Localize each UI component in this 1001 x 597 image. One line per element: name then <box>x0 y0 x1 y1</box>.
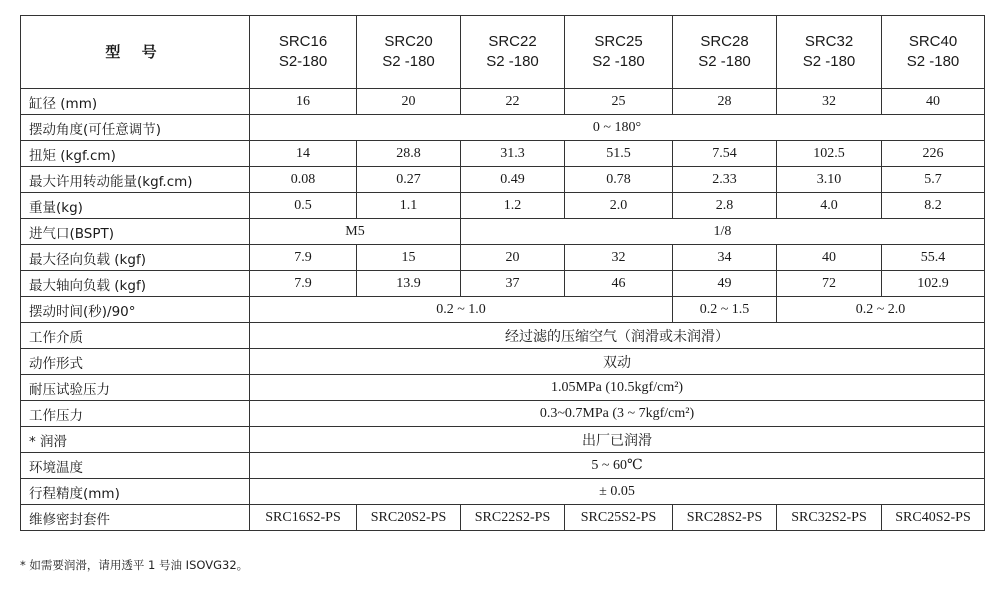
row-bore <box>21 89 985 115</box>
model-suffix: S2 -180 <box>486 53 539 70</box>
table-cell: 5.7 <box>882 167 985 193</box>
model-label: 型 号 <box>21 16 250 89</box>
row-swing-angle <box>21 115 985 141</box>
table-cell: 2.8 <box>673 193 777 219</box>
table-cell: 7.9 <box>250 271 357 297</box>
row-working-pressure <box>21 401 985 427</box>
table-cell: 28.8 <box>357 141 461 167</box>
table-cell: 双动 <box>250 349 985 375</box>
table-cell: 226 <box>882 141 985 167</box>
row-max-energy <box>21 167 985 193</box>
table-cell: 1/8 <box>461 219 985 245</box>
row-label: 动作形式 <box>21 349 250 375</box>
table-cell: 40 <box>882 89 985 115</box>
model-name: SRC32 <box>804 33 854 50</box>
model-name: SRC22 <box>488 33 537 50</box>
table-cell: 经过滤的压缩空气（润滑或未润滑） <box>250 323 985 349</box>
footnote: * 如需要润滑，请用透平 1 号油 ISOVG32。 <box>20 558 249 572</box>
table-cell: 51.5 <box>565 141 673 167</box>
table-cell: 0.78 <box>565 167 673 193</box>
table-cell: 7.54 <box>673 141 777 167</box>
model-header <box>250 16 357 89</box>
row-label: 环境温度 <box>21 453 250 479</box>
table-cell: SRC25S2-PS <box>565 505 673 531</box>
model-name: SRC25 <box>594 33 643 50</box>
table-cell: 4.0 <box>777 193 882 219</box>
table-cell: 37 <box>461 271 565 297</box>
table-cell: 出厂已润滑 <box>250 427 985 453</box>
model-suffix: S2 -180 <box>592 53 645 70</box>
table-cell: SRC16S2-PS <box>250 505 357 531</box>
table-cell: 0.08 <box>250 167 357 193</box>
table-cell: 46 <box>565 271 673 297</box>
row-ambient-temp <box>21 453 985 479</box>
row-stroke-accuracy <box>21 479 985 505</box>
model-name: SRC20 <box>384 33 433 50</box>
table-cell: 2.33 <box>673 167 777 193</box>
table-cell: 5 ~ 60℃ <box>250 453 985 479</box>
model-name: SRC16 <box>278 33 328 50</box>
row-label: 摆动角度(可任意调节) <box>21 115 250 141</box>
model-header <box>882 16 985 89</box>
row-seal-kit <box>21 505 985 531</box>
row-port <box>21 219 985 245</box>
row-lubrication <box>21 427 985 453</box>
table-cell: 72 <box>777 271 882 297</box>
table-cell: 1.1 <box>357 193 461 219</box>
table-cell: 13.9 <box>357 271 461 297</box>
table-cell: 102.9 <box>882 271 985 297</box>
table-cell: SRC28S2-PS <box>673 505 777 531</box>
row-action <box>21 349 985 375</box>
model-name: SRC40 <box>908 33 958 50</box>
row-label: 耐压试验压力 <box>21 375 250 401</box>
row-label: * 润滑 <box>21 427 250 453</box>
table-cell: 31.3 <box>461 141 565 167</box>
table-cell: 3.10 <box>777 167 882 193</box>
table-cell: 14 <box>250 141 357 167</box>
table-cell: 15 <box>357 245 461 271</box>
table-cell: 7.9 <box>250 245 357 271</box>
model-header <box>461 16 565 89</box>
row-label: 缸径 (mm) <box>21 89 250 115</box>
row-label: 最大径向负载 (kgf) <box>21 245 250 271</box>
table-cell: 0.2 ~ 2.0 <box>777 297 985 323</box>
table-cell: 1.05MPa (10.5kgf/cm²) <box>250 375 985 401</box>
spec-table <box>20 15 985 531</box>
row-label: 重量(kg) <box>21 193 250 219</box>
table-cell: 102.5 <box>777 141 882 167</box>
row-medium <box>21 323 985 349</box>
table-cell: 20 <box>357 89 461 115</box>
model-suffix: S2 -180 <box>382 53 435 70</box>
row-label: 维修密封套件 <box>21 505 250 531</box>
row-label: 摆动时间(秒)/90° <box>21 297 250 323</box>
header-row <box>21 16 985 89</box>
row-label: 扭矩 (kgf.cm) <box>21 141 250 167</box>
model-suffix: S2-180 <box>278 53 328 70</box>
model-suffix: S2 -180 <box>906 53 960 70</box>
model-suffix: S2 -180 <box>698 53 751 70</box>
row-label: 最大轴向负载 (kgf) <box>21 271 250 297</box>
row-radial-load <box>21 245 985 271</box>
table-cell: SRC40S2-PS <box>882 505 985 531</box>
table-cell: 0.3~0.7MPa (3 ~ 7kgf/cm²) <box>250 401 985 427</box>
table-cell: 16 <box>250 89 357 115</box>
row-label: 工作压力 <box>21 401 250 427</box>
spec-sheet <box>20 15 984 531</box>
row-label: 进气口(BSPT) <box>21 219 250 245</box>
row-label: 最大许用转动能量(kgf.cm) <box>21 167 250 193</box>
table-cell: 25 <box>565 89 673 115</box>
model-header <box>357 16 461 89</box>
row-label: 行程精度(mm) <box>21 479 250 505</box>
row-swing-time <box>21 297 985 323</box>
table-cell: SRC32S2-PS <box>777 505 882 531</box>
model-header <box>777 16 882 89</box>
model-header <box>673 16 777 89</box>
table-cell: M5 <box>250 219 461 245</box>
table-cell: 34 <box>673 245 777 271</box>
table-cell: 0.49 <box>461 167 565 193</box>
table-cell: 28 <box>673 89 777 115</box>
table-cell: 0.5 <box>250 193 357 219</box>
row-torque <box>21 141 985 167</box>
table-cell: 2.0 <box>565 193 673 219</box>
table-cell: 8.2 <box>882 193 985 219</box>
table-cell: 49 <box>673 271 777 297</box>
table-cell: SRC22S2-PS <box>461 505 565 531</box>
model-name: SRC28 <box>700 33 749 50</box>
row-proof-pressure <box>21 375 985 401</box>
table-cell: 20 <box>461 245 565 271</box>
table-cell: 32 <box>777 89 882 115</box>
row-axial-load <box>21 271 985 297</box>
model-header <box>565 16 673 89</box>
table-cell: ± 0.05 <box>250 479 985 505</box>
model-suffix: S2 -180 <box>802 53 856 70</box>
table-cell: 55.4 <box>882 245 985 271</box>
table-cell: 0 ~ 180° <box>250 115 985 141</box>
table-cell: 0.2 ~ 1.5 <box>673 297 777 323</box>
table-cell: 0.2 ~ 1.0 <box>250 297 673 323</box>
table-cell: 0.27 <box>357 167 461 193</box>
row-weight <box>21 193 985 219</box>
table-cell: 32 <box>565 245 673 271</box>
table-cell: 22 <box>461 89 565 115</box>
table-cell: 40 <box>777 245 882 271</box>
row-label: 工作介质 <box>21 323 250 349</box>
table-cell: 1.2 <box>461 193 565 219</box>
table-cell: SRC20S2-PS <box>357 505 461 531</box>
